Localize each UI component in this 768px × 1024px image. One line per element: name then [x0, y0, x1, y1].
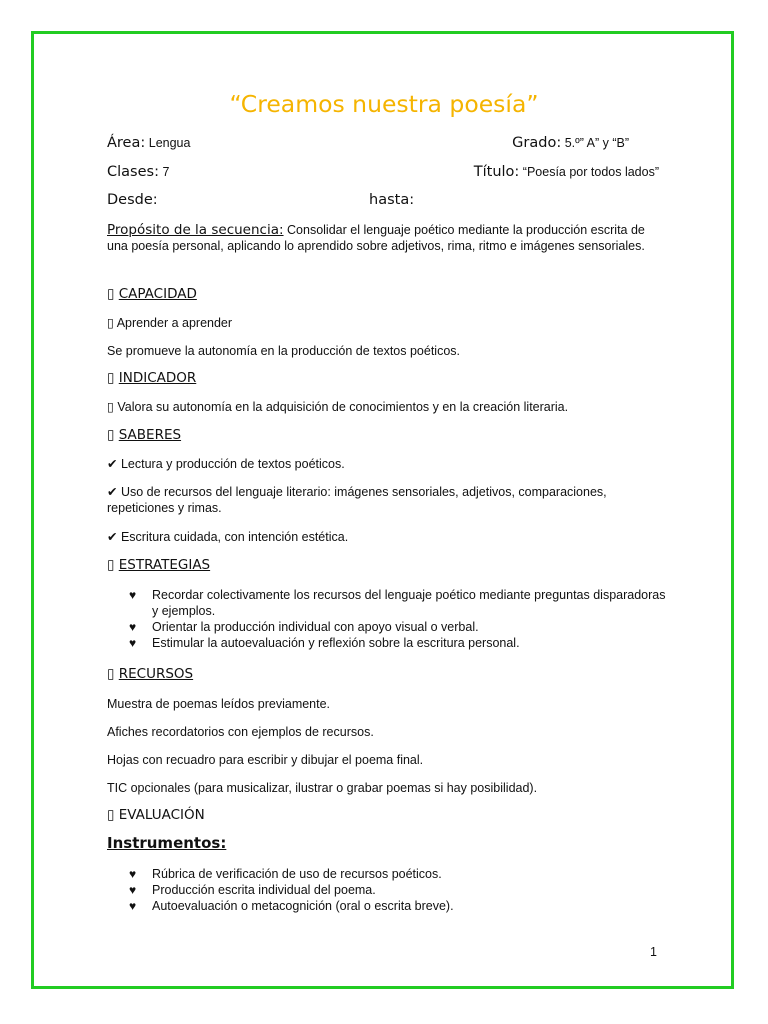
- area-value: Lengua: [148, 136, 191, 150]
- capacidad-heading: [107, 286, 197, 302]
- heart-icon: ♥: [129, 883, 137, 897]
- heart-icon: ♥: [129, 899, 137, 913]
- box-icon: ▯: [107, 557, 115, 573]
- box-icon: ▯: [107, 807, 115, 823]
- indicador-heading-text: INDICADOR: [118, 370, 197, 386]
- capacidad-heading-text: CAPACIDAD: [118, 286, 197, 302]
- estrategias-heading-text: ESTRATEGIAS: [118, 557, 211, 573]
- heart-icon: ♥: [129, 867, 137, 881]
- list-item: ♥ Rúbrica de verificación de uso de recursos poéticos.: [129, 867, 442, 881]
- saberes-heading: [107, 427, 181, 443]
- box-icon: ▯: [107, 399, 114, 414]
- evaluacion-heading-text: EVALUACIÓN: [118, 807, 205, 823]
- list-item: ♥ Orientar la producción individual con apoyo visual o verbal.: [129, 620, 479, 634]
- check-icon: ✔: [107, 457, 118, 471]
- saberes-heading-text: SABERES: [118, 427, 182, 443]
- saberes-item: [107, 484, 662, 516]
- grado-label: Grado:: [512, 135, 562, 151]
- saberes-item-text: Lectura y producción de textos poéticos.: [120, 457, 345, 471]
- desde-label: Desde:: [107, 192, 158, 208]
- heart-icon: ♥: [129, 636, 137, 650]
- capacidad-text: Se promueve la autonomía en la producción de textos poéticos.: [107, 344, 460, 358]
- box-icon: ▯: [107, 666, 115, 682]
- titulo-row: [474, 164, 659, 180]
- box-icon: ▯: [107, 286, 115, 302]
- recurso-item: Muestra de poemas leídos previamente.: [107, 697, 331, 711]
- capacidad-item-text: Aprender a aprender: [116, 316, 233, 330]
- box-icon: ▯: [107, 370, 115, 386]
- heart-icon: ♥: [129, 620, 137, 634]
- area-label: Área:: [107, 135, 146, 151]
- list-item: ♥ Autoevaluación o metacognición (oral o escrita breve).: [129, 899, 454, 913]
- saberes-item: [107, 456, 662, 472]
- clases-row: [107, 164, 169, 180]
- saberes-item: [107, 529, 662, 545]
- proposito-paragraph: [107, 222, 662, 254]
- titulo-label: Título:: [473, 164, 520, 180]
- recurso-item: TIC opcionales (para musicalizar, ilustrar o grabar poemas si hay posibilidad).: [107, 781, 538, 795]
- heart-icon: ♥: [129, 588, 137, 602]
- check-icon: ✔: [107, 485, 118, 499]
- evaluacion-heading: [107, 807, 205, 823]
- hasta-label: hasta:: [369, 192, 415, 208]
- instrumentos-heading: Instrumentos:: [107, 834, 227, 852]
- saberes-item-text: Escritura cuidada, con intención estética.: [120, 530, 349, 544]
- indicador-item: [107, 399, 662, 415]
- recursos-heading: [107, 666, 193, 682]
- recursos-heading-text: RECURSOS: [118, 666, 194, 682]
- estrategias-heading: [107, 557, 210, 573]
- page-number: 1: [650, 945, 657, 959]
- grado-row: [512, 135, 629, 151]
- indicador-heading: [107, 370, 196, 386]
- indicador-item-text: Valora su autonomía en la adquisición de conocimientos y en la creación literaria.: [117, 400, 569, 414]
- instrumentos-list: [107, 866, 667, 914]
- box-icon: ▯: [107, 315, 114, 330]
- clases-value: 7: [162, 165, 170, 179]
- box-icon: ▯: [107, 427, 115, 443]
- document-title: “Creamos nuestra poesía”: [229, 90, 539, 118]
- area-row: [107, 135, 190, 151]
- proposito-label: Propósito de la secuencia:: [107, 222, 284, 238]
- list-item: ♥ Estimular la autoevaluación y reflexión sobre la escritura personal.: [129, 636, 520, 650]
- saberes-item-text: Uso de recursos del lenguaje literario: imágenes sensoriales, adjetivos, comparaciones, repeticiones y rimas.: [107, 485, 607, 515]
- estrategias-list: [107, 587, 667, 651]
- capacidad-item: [107, 315, 662, 331]
- recurso-item: Hojas con recuadro para escribir y dibujar el poema final.: [107, 753, 424, 767]
- clases-label: Clases:: [107, 164, 159, 180]
- grado-value: 5.º” A” y “B”: [564, 136, 629, 150]
- titulo-value: “Poesía por todos lados”: [522, 165, 659, 179]
- list-item: ♥ Recordar colectivamente los recursos del lenguaje poético mediante preguntas disparadoras y ejemplos.: [129, 588, 666, 618]
- list-item: ♥ Producción escrita individual del poema.: [129, 883, 376, 897]
- recurso-item: Afiches recordatorios con ejemplos de recursos.: [107, 725, 374, 739]
- proposito-text: Consolidar el lenguaje poético mediante la producción escrita de una poesía personal, aplicando lo aprendido sobre adjetivos, rima, ritmo e imágenes sensoriales.: [107, 223, 645, 253]
- check-icon: ✔: [107, 530, 118, 544]
